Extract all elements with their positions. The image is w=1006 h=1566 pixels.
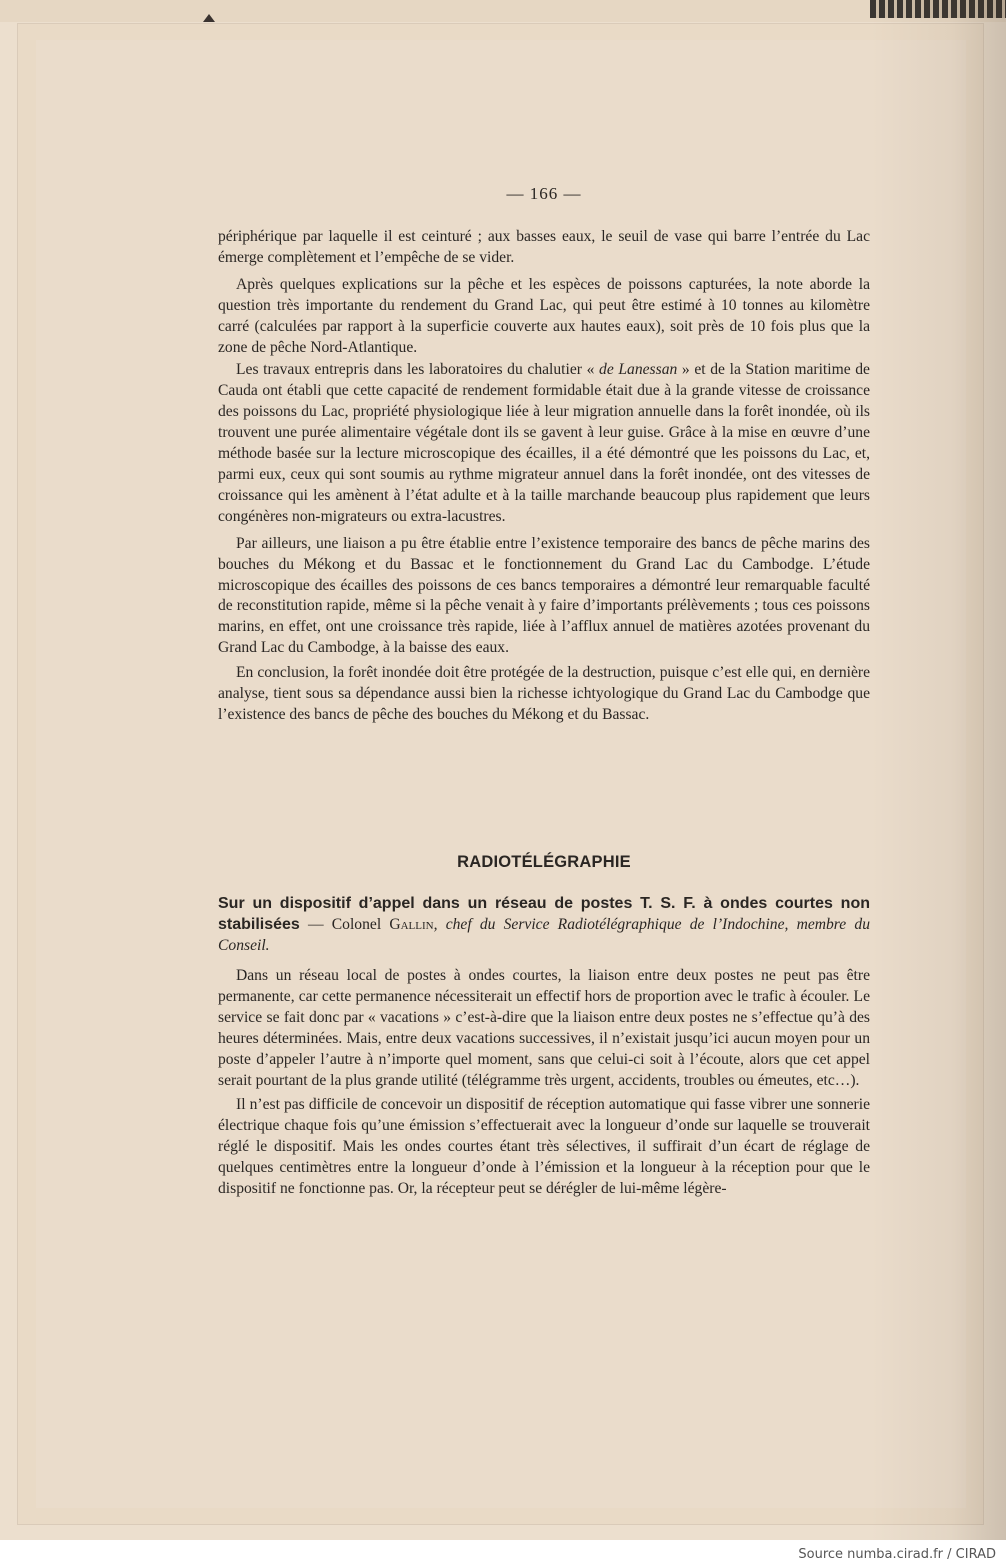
- source-credit: Source numba.cirad.fr / CIRAD: [798, 1547, 996, 1562]
- paragraph: En conclusion, la forêt inondée doit être protégée de la destruction, puisque c’est elle qui, en dernière analyse, tient sous sa dépendance aussi bien la richesse ichtyologique du Grand Lac du Cambodge que l’existence des bancs de pêche des bouches du Mékong et du Bassac.: [218, 664, 870, 723]
- article-author: Gallin: [389, 915, 434, 933]
- article-text: [218, 966, 870, 1200]
- article-header: [218, 894, 870, 957]
- body-text: [218, 227, 870, 726]
- paragraph: périphérique par laquelle il est ceinturé ; aux basses eaux, le seuil de vase qui barre l’entrée du Lac émerge complètement et l’empêche de se vider.: [218, 228, 870, 266]
- paragraph-text: » et de la Station maritime de Cauda ont établi que cette capacité de rendement formidable était due à la grande vitesse de croissance des poissons du Lac, propriété physiologique liée à leur migration annuelle dans la forêt inondée, où ils trouvent une purée alimentaire végétale dont ils se gavent à leur guise. Grâce à la mise en œuvre d’une méthode basée sur la lecture microscopique des écailles, il a été démontré que les poissons du Lac, et, parmi eux, ceux qui sont soumis au rythme migrateur annuel dans la forêt inondée, ont des vitesses de croissance qui les amènent à l’état adulte et à la taille marchande beaucoup plus rapidement que leurs congénères non-migrateurs ou extra-lacustres.: [218, 361, 870, 525]
- paragraph: Après quelques explications sur la pêche et les espèces de poissons capturées, la note aborde la question très importante du rendement du Grand Lac, qui peut être estimé à 10 tonnes au kilomètre carré (calculées par rapport à la superficie couverte aux hautes eaux), soit près de 10 fois plus que la zone de pêche Nord-Atlantique.: [218, 275, 870, 356]
- page-top-edge: [0, 0, 1006, 22]
- paragraph: Par ailleurs, une liaison a pu être établie entre l’existence temporaire des bancs de pêche marins des bouches du Mékong et du Bassac et le fonctionnement du Grand Lac du Cambodge. L’étude microscopique des écailles des poissons de ces bancs temporaires a démontré leur remarquable faculté de reconstitution rapide, même si la pêche venait à y faire d’importants prélèvements ; tous ces poissons marins, en effet, ont une croissance très rapide, liée à l’afflux annuel de matières azotées provenant du Grand Lac du Cambodge, à la baisse des eaux.: [218, 534, 870, 657]
- paragraph: Dans un réseau local de postes à ondes courtes, la liaison entre deux postes ne peut pas être permanente, car cette permanence nécessiterait un effectif hors de proportion avec le trafic à écouler. Le service se fait donc par « vacations » c’est-à-dire que la liaison entre deux postes ne s’effectue qu’à des heures déterminées. Mais, entre deux vacations successives, il n’existait jusqu’ici aucun moyen pour un poste d’appeler l’autre à n’importe quel moment, sans que celui-ci soit à l’écoute, alors que cet appel serait pourtant de la plus grande utilité (télégramme très urgent, accidents, troubles ou émeutes, etc…).: [218, 967, 870, 1089]
- ship-name: de Lanessan: [599, 361, 678, 379]
- paragraph: [218, 360, 870, 527]
- section-heading: RADIOTÉLÉGRAPHIE: [457, 853, 631, 871]
- binding-shadow: [870, 0, 1006, 1540]
- article-title: Sur un dispositif d’appel dans un réseau de postes T. S. F. à ondes courtes non stabilisées: [218, 895, 870, 933]
- article-author-role: , chef du Service Radiotélégraphique de l’Indochine, membre du Conseil.: [218, 915, 870, 954]
- article-dash: — Colonel: [299, 915, 390, 933]
- triangle-mark-icon: [203, 14, 215, 22]
- paragraph-text: Les travaux entrepris dans les laboratoires du chalutier «: [236, 361, 600, 379]
- page-number: — 166 —: [506, 184, 582, 203]
- paragraph: Il n’est pas difficile de concevoir un dispositif de réception automatique qui fasse vibrer une sonnerie électrique chaque fois qu’une émission s’effectuerait avec la longueur d’onde sur laquelle se trouverait réglé le dispositif. Mais les ondes courtes étant très sélectives, il suffirait d’un écart de réglage de quelques centimètres entre la longueur d’onde à l’émission et la longueur à la réception pour que le dispositif ne fonctionne pas. Or, la récepteur peut se dérégler de lui-même légère-: [218, 1096, 870, 1198]
